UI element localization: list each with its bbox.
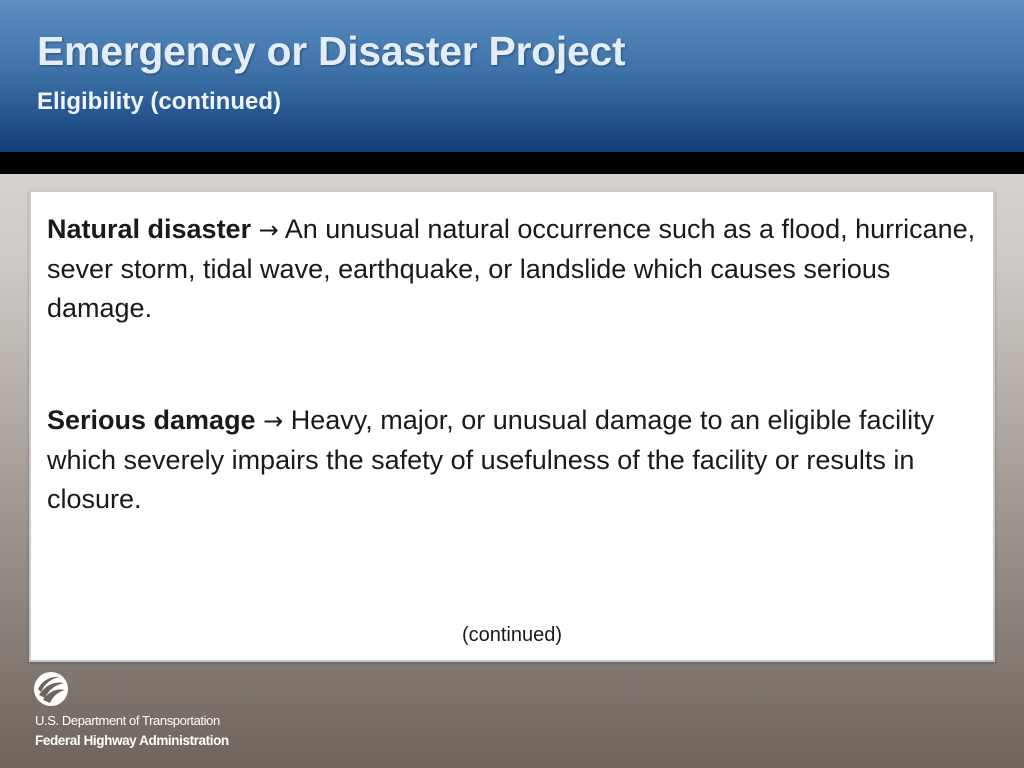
continued-note: (continued) [461,624,563,646]
definition-text: An unusual natural occurrence such as a flood, hurricane, sever storm, tidal wave, earthquake, or landslide which causes serious damage. [47,214,976,323]
right-arrow-icon: → [258,216,279,244]
definition-term: Natural disaster [47,214,252,244]
right-arrow-icon: → [263,407,284,435]
slide-title: Emergency or Disaster Project [37,28,626,74]
definition-text: Heavy, major, or unusual damage to an eligible facility which severely impairs the safety of usefulness of the facility or results in closure. [47,405,935,514]
definition-natural-disaster [47,210,987,328]
dot-logo-icon [33,671,69,707]
department-name: U.S. Department of Transportation [35,713,220,728]
content-panel [29,190,995,662]
definition-term: Serious damage [47,405,256,435]
header-divider-bar [0,152,1024,174]
slide-subtitle: Eligibility (continued) [37,88,281,115]
definition-serious-damage [47,401,987,519]
slide-header [0,0,1024,152]
agency-name: Federal Highway Administration [35,733,229,748]
